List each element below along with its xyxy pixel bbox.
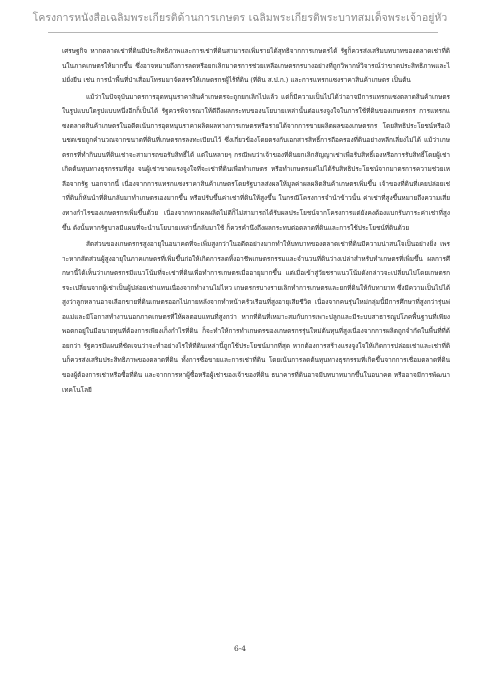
paragraph-3: สัดส่วนของเกษตรกรสูงอายุในอนาคตที่จะเพิ่มสูงกว่าในอดีตอย่างมากทำให้บทบาทของตลาดเช่าที่ดินมีความน่าสนใจเป็นอย่างยิ่ง เพราะหากสัดส่วนผู้สูงอายุในภาคเกษตรที่เพิ่มขึ้นก่อให้เกิดการลดทิ้งอาชีพเกษตรกรรมและจำนวนที่ดินว่างเปล่าสำหรับทำเกษตรที่เพิ่มขึ้น ผลการศึกษานี้ได้เห็นว่าเกษตรกรมีแนวโน้มที่จะเช่าที่ดินเพื่อทำการเกษตรเมื่ออายุมากขึ้น แต่เมื่อเข้าสู่วัยชราแนวโน้มดังกล่าวจะเปลี่ยนไปโดยเกษตรกรจะเปลี่ยนจากผู้เช่าเป็นผู้ปล่อยเช่าแทนเนื่องจากทำงานไม่ไหว เกษตรกรบางรายเลิกทำการเกษตรและยกที่ดินให้กับทายาท ซึ่งมีความเป็นไปได้สูงว่าลูกหลานอาจเลือกขายที่ดินเกษตรออกไปภายหลังจากทำหน้าครัวเรือนที่สูงอายุเสียชีวิต เนื่องจากคนรุ่นใหม่กลุ่มนี้มีการศึกษาที่สูงกว่ารุ่นพ่อแม่และมีโอกาสทำงานนอกภาคเกษตรที่ให้ผลตอบแทนที่สูงกว่า หากที่ดินที่เหมาะสมกับการเพาะปลูกและมีระบบสาธารณูปโภคพื้นฐานที่เพียงพอตกอยู่ในมือนายทุนที่ต้องการเพียงเก็งกำไรที่ดิน ก็จะทำให้การทำเกษตรของเกษตรกรรุ่นใหม่ต้นทุนที่สูงเนื่องจากการผลิตถูกจำกัดในพื้นที่ที่ด้อยกว่า รัฐควรมีแผนที่ชัดเจนว่าจะทำอย่างไรให้ที่ดินเหล่านี้ถูกใช้ประโยชน์มากที่สุด หากต้องการสร้างแรงจูงใจให้เกิดการปล่อยเช่าและเช่าที่ดินก็ควรส่งเสริมประสิทธิภาพของตลาดที่ดิน ทั้งการซื้อขายและการเช่าที่ดิน โดยเน้นการลดต้นทุนทางธุรกรรมที่เกิดขึ้นจากการเชื่อมตลาดที่ดินของผู้ต้องการเช่าหรือซื้อที่ดิน และจากการหาผู้ซื้อหรือผู้เช่าของเจ้าของที่ดิน ธนาคารที่ดินอาจมีบทบาทมากขึ้นในอนาคต หรืออาจมีการพัฒนาเทคโนโลยี [62, 240, 450, 394]
running-header: โครงการหนังสือเฉลิมพระเกียรติด้านการเกษตร เฉลิมพระเกียรติพระบาทสมเด็จพระเจ้าอยู่หัว [32, 12, 448, 24]
paragraph-1: เศรษฐกิจ หากตลาดเช่าที่ดินมีประสิทธิภาพและการเช่าที่ดินสามารถเพิ่มรายได้สุทธิจากการเกษตรได้ รัฐก็ควรส่งเสริมบทบาทของตลาดเช่าที่ดินในภาคเกษตรให้มากขึ้น ซึ่งอาจหมายถึงการลดหรือยกเลิกมาตรการช่วยเหลือเกษตรกรบางอย่างที่ถูกวิพากษ์วิจารณ์ว่าขาดประสิทธิภาพและไม่ยั่งยืน เช่น การนำพื้นที่ป่าเสื่อมโทรมมาจัดสรรให้เกษตรกรผู้ไร้ที่ดิน (ที่ดิน ส.ป.ก.) และการแทรกแซงราคาสินค้าเกษตร เป็นต้น [62, 47, 450, 85]
paragraph-2: แม้ว่าในปัจจุบันมาตรการอุดหนุนราคาสินค้าเกษตรจะถูกยกเลิกไปแล้ว แต่ก็มีความเป็นไปได้ว่าอาจมีการแทรกแซงตลาดสินค้าเกษตรในรูปแบบใดรูปแบบหนึ่งอีกก็เป็นได้ รัฐควรพิจารณาให้ดีถึงผลกระทบของนโยบายเหล่านั้นต่อแรงจูงใจในการใช้ที่ดินของเกษตรกร การแทรกแซงตลาดสินค้าเกษตรในอดีตเน้นการอุดหนุนราคาผลิตผลทางการเกษตรหรือรายได้จากการขายผลิตผลของเกษตรกร โดยสิทธิประโยชน์หรือเงินชดเชยถูกคำนวณจากขนาดที่ดินที่เกษตรกรลงทะเบียนไว้ ซึ่งเกี่ยวข้องโดยตรงกับเอกสารสิทธิ์การถือครองที่ดินอย่างหลีกเลี่ยงไม่ได้ แม้ว่าเกษตรกรที่ทำกินบนที่ดินเช่าจะสามารถขอรับสิทธิ์ได้ แต่ในหลายๆ กรณีพบว่าเจ้าของที่ดินยกเลิกสัญญาเช่าเพื่อรับสิทธิ์เองหรือการรับสิทธิ์โดยผู้เช่าเกิดต้นทุนทางธุรกรรมที่สูง จนผู้เช่าขาดแรงจูงใจที่จะเช่าที่ดินเพื่อทำเกษตร หรือทำเกษตรแต่ไม่ได้รับสิทธิประโยชน์จากมาตรการความช่วยเหลือจากรัฐ นอกจากนี้ เนื่องจากการแทรกแซงราคาสินค้าเกษตรโดยรัฐบาลส่งผลให้มูลค่าผลผลิตสินค้าเกษตรเพิ่มขึ้น เจ้าของที่ดินที่เคยปล่อยเช่าที่ดินก็หันนำที่ดินกลับมาทำเกษตรเองมากขึ้น หรือปรับขึ้นค่าเช่าที่ดินให้สูงขึ้น ในกรณีโครงการจำนำข้าวนั้น ค่าเช่าที่สูงขึ้นหมายถึงความเสี่ยงทางกำไรของเกษตรกรเพิ่มขึ้นด้วย เนื่องจากหากผลผลิตไม่ดีก็ไม่สามารถได้รับผลประโยชน์จากโครงการแต่ยังคงต้องแบกรับภาระค่าเช่าที่สูงขึ้น ดังนั้นหากรัฐบาลมีแผนที่จะนำนโยบายเหล่านี้กลับมาใช้ ก็ควรคำนึงถึงผลกระทบต่อตลาดที่ดินและการใช้ประโยชน์ที่ดินด้วย [62, 92, 450, 232]
page-number: 6-4 [233, 644, 247, 653]
header-divider [48, 32, 438, 33]
document-body [62, 44, 450, 399]
